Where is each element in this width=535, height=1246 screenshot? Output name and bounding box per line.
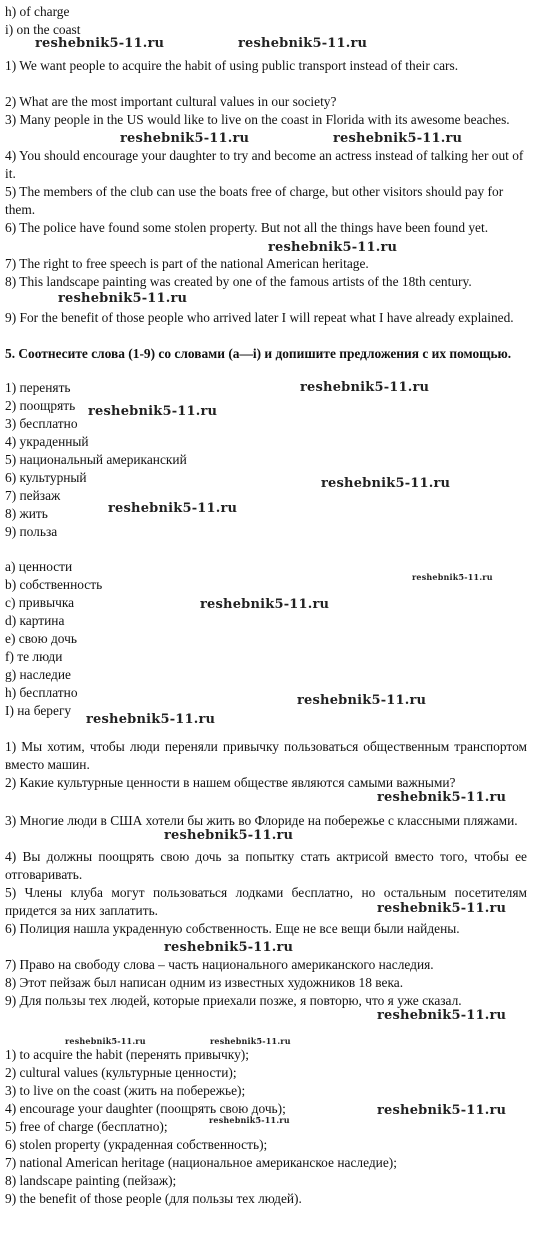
answer-2: 2) cultural values (культурные ценности); — [5, 1065, 237, 1080]
sentence-ru-8: 8) Этот пейзаж был написан одним из известных художников 18 века. — [5, 975, 404, 990]
sentence-en-7: 7) The right to free speech is part of the national American heritage. — [5, 256, 369, 271]
watermark: reshebnik5-11.ru — [209, 1115, 290, 1125]
watermark: reshebnik5-11.ru — [164, 940, 294, 955]
answer-9: 9) the benefit of those people (для пользы тех людей). — [5, 1191, 302, 1206]
word-right-f: f) те люди — [5, 649, 63, 664]
sentence-en-1: 1) We want people to acquire the habit of using public transport instead of their cars. — [5, 58, 459, 73]
sentence-en-2: 2) What are the most important cultural values in our society? — [5, 94, 337, 109]
watermark: reshebnik5-11.ru — [377, 790, 507, 805]
answer-3: 3) to live on the coast (жить на побережье); — [5, 1083, 246, 1098]
watermark: reshebnik5-11.ru — [120, 131, 250, 146]
sentence-ru-9: 9) Для пользы тех людей, которые приехали позже, я повторю, что я уже сказал. — [5, 993, 462, 1008]
watermark: reshebnik5-11.ru — [377, 901, 507, 916]
sentence-ru-1: 1) Мы хотим, чтобы люди переняли привычку пользоваться общественным транспортом вместо машин. — [5, 739, 527, 772]
sentence-ru-5: 5) Члены клуба могут пользоваться лодками бесплатно, но остальным посетителям придется за них заплатить. — [5, 885, 527, 918]
word-right-i: I) на берегу — [5, 703, 72, 718]
word-left-7: 7) пейзаж — [5, 488, 61, 503]
word-left-1: 1) перенять — [5, 380, 71, 395]
word-left-4: 4) украденный — [5, 434, 89, 449]
word-right-e: e) свою дочь — [5, 631, 77, 646]
option-i: i) on the coast — [5, 22, 81, 37]
watermark: reshebnik5-11.ru — [86, 712, 216, 727]
sentence-en-6: 6) The police have found some stolen property. But not all the things have been found yet. — [5, 220, 489, 235]
sentence-en-5: 5) The members of the club can use the boats free of charge, but other visitors should pay for them. — [5, 184, 504, 217]
answer-4: 4) encourage your daughter (поощрять свою дочь); — [5, 1101, 286, 1116]
word-right-h: h) бесплатно — [5, 685, 78, 700]
sentence-ru-2: 2) Какие культурные ценности в нашем обществе являются самыми важными? — [5, 775, 456, 790]
word-right-d: d) картина — [5, 613, 65, 628]
answer-1: 1) to acquire the habit (перенять привычку); — [5, 1047, 249, 1062]
watermark: reshebnik5-11.ru — [88, 404, 218, 419]
word-right-a: a) ценности — [5, 559, 73, 574]
word-right-g: g) наследие — [5, 667, 71, 682]
watermark: reshebnik5-11.ru — [210, 1036, 291, 1046]
sentence-en-9: 9) For the benefit of those people who arrived later I will repeat what I have already explained. — [5, 310, 514, 325]
sentence-ru-6: 6) Полиция нашла украденную собственность. Еще не все вещи были найдены. — [5, 921, 460, 936]
answer-5: 5) free of charge (бесплатно); — [5, 1119, 168, 1134]
watermark: reshebnik5-11.ru — [321, 476, 451, 491]
answer-8: 8) landscape painting (пейзаж); — [5, 1173, 177, 1188]
word-left-6: 6) культурный — [5, 470, 87, 485]
word-right-c: c) привычка — [5, 595, 75, 610]
word-left-2: 2) поощрять — [5, 398, 76, 413]
watermark: reshebnik5-11.ru — [268, 240, 398, 255]
task5-heading: 5. Соотнесите слова (1-9) со словами (a—i) и допишите предложения с их помощью. — [5, 346, 512, 361]
option-h: h) of charge — [5, 4, 70, 19]
sentence-ru-3: 3) Многие люди в США хотели бы жить во Флориде на побережье с классными пляжами. — [5, 813, 518, 828]
watermark: reshebnik5-11.ru — [300, 380, 430, 395]
watermark: reshebnik5-11.ru — [377, 1103, 507, 1118]
watermark: reshebnik5-11.ru — [297, 693, 427, 708]
watermark: reshebnik5-11.ru — [58, 291, 188, 306]
word-right-b: b) собственность — [5, 577, 103, 592]
sentence-en-3: 3) Many people in the US would like to live on the coast in Florida with its awesome beaches. — [5, 112, 510, 127]
sentence-en-8: 8) This landscape painting was created by one of the famous artists of the 18th century. — [5, 274, 472, 289]
watermark: reshebnik5-11.ru — [200, 597, 330, 612]
watermark: reshebnik5-11.ru — [108, 501, 238, 516]
sentence-en-4: 4) You should encourage your daughter to try and become an actress instead of talking her out of it. — [5, 148, 524, 181]
watermark: reshebnik5-11.ru — [65, 1036, 146, 1046]
answer-6: 6) stolen property (украденная собственность); — [5, 1137, 268, 1152]
watermark: reshebnik5-11.ru — [164, 828, 294, 843]
watermark: reshebnik5-11.ru — [238, 36, 368, 51]
watermark: reshebnik5-11.ru — [412, 572, 493, 582]
watermark: reshebnik5-11.ru — [333, 131, 463, 146]
word-left-8: 8) жить — [5, 506, 48, 521]
watermark: reshebnik5-11.ru — [35, 36, 165, 51]
answer-7: 7) national American heritage (национальное американское наследие); — [5, 1155, 397, 1170]
watermark: reshebnik5-11.ru — [377, 1008, 507, 1023]
word-left-3: 3) бесплатно — [5, 416, 78, 431]
sentence-ru-4: 4) Вы должны поощрять свою дочь за попытку стать актрисой вместо того, чтобы ее отговаривать. — [5, 849, 527, 882]
sentence-ru-7: 7) Право на свободу слова – часть национального американского наследия. — [5, 957, 434, 972]
word-left-5: 5) национальный американский — [5, 452, 187, 467]
word-left-9: 9) польза — [5, 524, 58, 539]
